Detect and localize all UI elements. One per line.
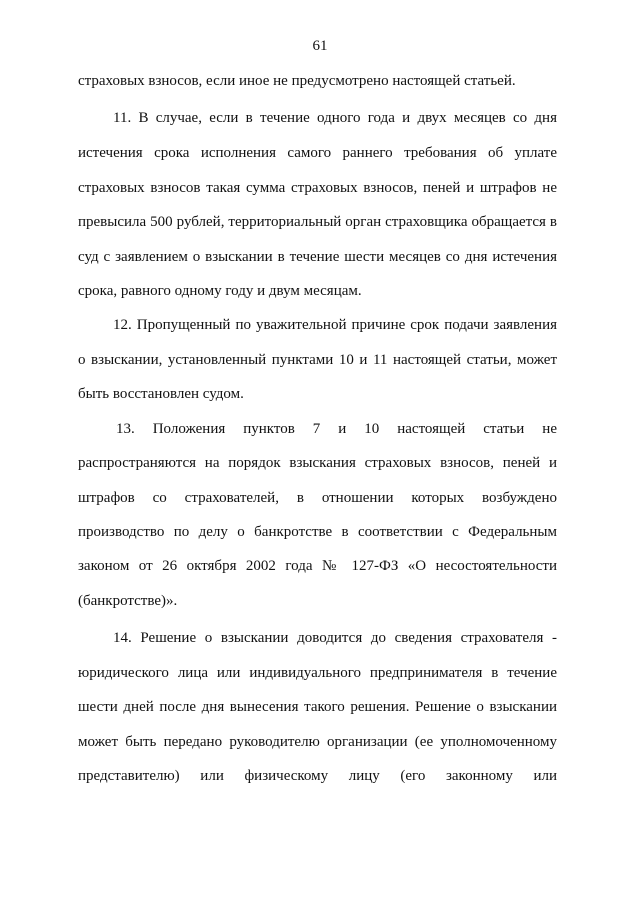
text-line: 12. Пропущенный по уважительной причине срок подачи заявления — [113, 317, 557, 333]
text-line: законом от 26 октября 2002 года № 127-ФЗ «О несостоятельности — [78, 558, 557, 574]
text-line: может быть передано руководителю организации (ее уполномоченному — [78, 734, 557, 750]
text-line: шести дней после дня вынесения такого решения. Решение о взыскании — [78, 699, 557, 715]
text-line: распространяются на порядок взыскания страховых взносов, пеней и — [78, 455, 557, 471]
page-number: 61 — [312, 38, 328, 54]
text-line: 14. Решение о взыскании доводится до сведения страхователя - — [113, 630, 557, 646]
text-line: истечения срока исполнения самого раннего требования об уплате — [78, 145, 557, 161]
text-line: юридического лица или индивидуального предпринимателя в течение — [78, 665, 557, 681]
text-line: производство по делу о банкротстве в соответствии с Федеральным — [78, 524, 557, 540]
text-line: штрафов со страхователей, в отношении которых возбуждено — [78, 490, 557, 506]
text-line: (банкротстве)». — [78, 593, 178, 609]
text-line: о взыскании, установленный пунктами 10 и 11 настоящей статьи, может — [78, 352, 557, 368]
text-line: превысила 500 рублей, территориальный орган страховщика обращается в — [78, 214, 557, 230]
text-line: 13. Положения пунктов 7 и 10 настоящей статьи не — [116, 421, 557, 437]
text-line: срока, равного одному году и двум месяцам. — [78, 283, 362, 299]
text-line: 11. В случае, если в течение одного года и двух месяцев со дня — [113, 110, 557, 126]
text-line: страховых взносов такая сумма страховых взносов, пеней и штрафов не — [78, 180, 557, 196]
text-line: страховых взносов, если иное не предусмотрено настоящей статьей. — [78, 73, 516, 89]
text-line: быть восстановлен судом. — [78, 386, 244, 402]
text-line: суд с заявлением о взыскании в течение шести месяцев со дня истечения — [78, 249, 557, 265]
text-line: представителю) или физическому лицу (его законному или — [78, 768, 557, 784]
